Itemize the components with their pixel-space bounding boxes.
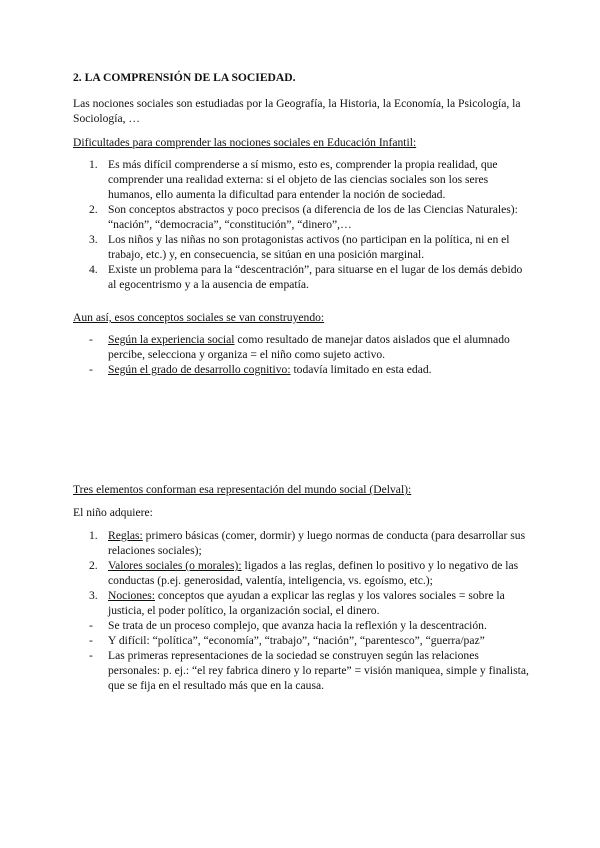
list-item	[73, 362, 533, 377]
list-number: 1.	[89, 529, 98, 542]
elements-heading: Tres elementos conforman esa representación del mundo social (Delval):	[73, 483, 412, 496]
difficulties-heading: Dificultades para comprender las nociones sociales en Educación Infantil:	[73, 136, 417, 149]
list-number: 3.	[89, 589, 98, 602]
list-item-text: Y difícil: “política”, “economía”, “trabajo”, “nación”, “parentesco”, “guerra/paz”	[108, 634, 485, 647]
construction-list	[73, 332, 533, 377]
list-item-text: Es más difícil comprenderse a sí mismo, esto es, comprender la propia realidad, que comprender una realidad externa: si el objeto de las ciencias sociales son los seres humanos, ello aumenta la dificultad para entender la noción de sociedad.	[108, 158, 498, 201]
list-item-text: ligados a las reglas, definen lo positivo y lo negativo de las conductas (p.ej. generosidad, valentía, inteligencia, vs. egoísmo, etc.);	[108, 559, 519, 587]
elements-list	[73, 528, 533, 693]
list-item	[73, 588, 533, 618]
intro-paragraph: Las nociones sociales son estudiadas por la Geografía, la Historia, la Economía, la Psicología, la Sociología, …	[73, 97, 521, 125]
list-item	[73, 558, 533, 588]
list-number: 2.	[89, 203, 98, 216]
list-marker: -	[89, 363, 93, 376]
construction-heading: Aun así, esos conceptos sociales se van construyendo:	[73, 311, 325, 324]
list-item	[73, 232, 533, 262]
list-item	[73, 332, 533, 362]
list-item-text: Existe un problema para la “descentración”, para situarse en el lugar de los demás debido al egocentrismo y a la ausencia de empatía.	[108, 263, 523, 291]
list-item-text: Son conceptos abstractos y poco precisos (a diferencia de los de las Ciencias Naturales): “nación”, “democracia”, “constitución”, “dinero”,…	[108, 203, 518, 231]
page-title: 2. LA COMPRENSIÓN DE LA SOCIEDAD.	[73, 71, 296, 84]
list-number: 3.	[89, 233, 98, 246]
difficulties-list	[73, 157, 533, 292]
list-item-text: como resultado de manejar datos aislados que el alumnado percibe, selecciona y organiza = el niño como sujeto activo.	[108, 333, 510, 361]
list-item-label: Según el grado de desarrollo cognitivo:	[108, 363, 291, 376]
list-marker: -	[89, 649, 93, 662]
list-marker: -	[89, 333, 93, 346]
list-item-text: Los niños y las niñas no son protagonistas activos (no participan en la política, ni en el trabajo, etc.) y, en consecuencia, se sitúan en una posición marginal.	[108, 233, 510, 261]
list-item	[73, 528, 533, 558]
list-number: 4.	[89, 263, 98, 276]
list-item-text: Se trata de un proceso complejo, que avanza hacia la reflexión y la descentración.	[108, 619, 487, 632]
list-item-text: todavía limitado en esta edad.	[290, 363, 432, 376]
list-number: 1.	[89, 158, 98, 171]
list-marker: -	[89, 634, 93, 647]
list-item	[73, 618, 533, 633]
list-item-label: Según la experiencia social	[108, 333, 235, 346]
list-marker: -	[89, 619, 93, 632]
list-item	[73, 648, 533, 693]
list-item	[73, 633, 533, 648]
list-item	[73, 202, 533, 232]
list-number: 2.	[89, 559, 98, 572]
list-item	[73, 262, 533, 292]
list-item-text: Las primeras representaciones de la sociedad se construyen según las relaciones personales: p. ej.: “el rey fabrica dinero y lo reparte” = visión maniquea, simple y finalista, que se fija en el resultado más que en la causa.	[108, 649, 529, 692]
elements-subheading: El niño adquiere:	[73, 506, 153, 519]
list-item-text: primero básicas (comer, dormir) y luego normas de conducta (para desarrollar sus relaciones sociales);	[108, 529, 526, 557]
list-item	[73, 157, 533, 202]
list-item-label: Valores sociales (o morales):	[108, 559, 242, 572]
list-item-text: conceptos que ayudan a explicar las reglas y los valores sociales = sobre la justicia, el poder político, la organización social, el dinero.	[108, 589, 505, 617]
list-item-label: Reglas:	[108, 529, 143, 542]
list-item-label: Nociones:	[108, 589, 156, 602]
